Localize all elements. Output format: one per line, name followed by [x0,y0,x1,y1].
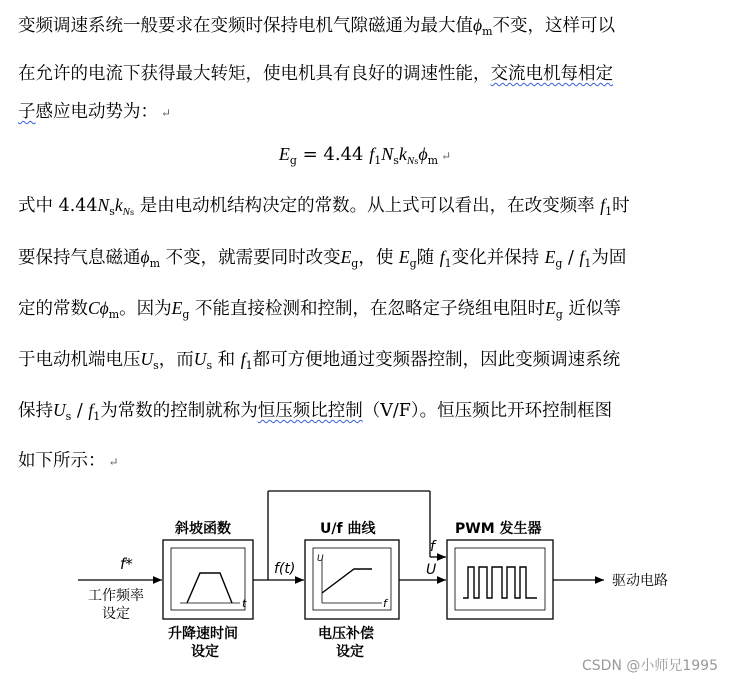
para1-line2 [18,62,613,86]
block1-desc: 设定 [191,644,219,660]
text-run: 定的常数 [18,299,88,319]
block3-title: PWM 发生器 [455,521,542,537]
block2-desc: 设定 [336,644,364,660]
spellcheck-text: 子 [18,102,36,122]
text-run: 。因为 [119,299,172,319]
signal-label: U [426,562,437,578]
input-signal-label: f* [120,555,133,573]
text-run: 于电动机端电压 [18,350,141,370]
para2-line2: 要保持气息磁通$\phi_m$ 不变，就需要同时改变$E_g$，使 $E_g$随 $f_1$变化并保持 $E_g / f_1$为固 [18,247,627,270]
ramp-function-block [163,540,253,619]
text-run: ，而 [158,350,194,370]
input-desc: 设定 [102,606,130,622]
text-run: 不变，就需要同时改变 [165,248,341,268]
para2-line6 [18,449,119,474]
text-run: （V/F）。恒压频比开环控制框图 [362,401,613,421]
block1-title: 斜坡函数 [175,521,231,537]
text-run: 在允许的电流下获得最大转矩，使电机具有良好的调速性能， [18,64,491,84]
output-label: 驱动电路 [612,573,668,589]
text-run: 随 [416,248,435,268]
signal-label: f [430,539,435,555]
text-run: 式中 4.44 [18,196,98,216]
vf-control-block-diagram [0,481,730,681]
para1-line3 [18,100,171,125]
text-run: 感应电动势为： [35,102,158,122]
pwm-generator-block [447,540,553,619]
watermark: CSDN @小师兄1995 [582,658,718,674]
input-desc: 工作频率 [88,588,144,604]
text-run: ，使 [358,248,394,268]
text-run: 要保持气息磁通 [18,248,141,268]
block2-desc: 电压补偿 [318,626,374,642]
para2-line1: 式中 $4.44N_sk_{Ns}$ 是由电动机结构决定的常数。从上式可以看出，在改变频率 $f_1$时 [18,195,630,218]
para2-line4: 于电动机端电压$U_s$，而$U_s$ 和 $f_1$都可方便地通过变频器控制，因此变频调速系统 [18,349,621,372]
block1-desc: 升降速时间 [168,626,238,642]
axis-label: f [383,597,387,610]
text-run: 不变，这样可以 [492,16,615,36]
equation: $E_g = 4.44$ $f_1N_sk_{Ns}\phi_m$ ↵ [278,144,452,167]
text-run: 都可方便地通过变频器控制，因此变频调速系统 [252,350,621,370]
para2-line5: 保持$U_s / f_1$为常数的控制就称为恒压频比控制（V/F）。恒压频比开环控制框图 [18,400,613,423]
text-run: 和 [217,350,236,370]
text-run: 不能直接检测和控制，在忽略定子绕组电阻时 [195,299,545,319]
para2-line3: 定的常数$C\phi_m$。因为$E_g$ 不能直接检测和控制，在忽略定子绕组电阻时$E_g$ 近似等 [18,298,621,321]
text-run: 是由电动机结构决定的常数。从上式可以看出，在改变频率 [139,196,595,216]
axis-label: U [317,554,324,564]
spellcheck-text: 恒压频比控制 [257,401,363,421]
text-run: 保持 [18,401,53,421]
block2-title: U/f 曲线 [320,521,376,537]
para1-line1: 变频调速系统一般要求在变频时保持电机气隙磁通为最大值$\phi_m$不变，这样可以 [18,15,615,38]
spellcheck-text: 交流电机每相定 [490,64,613,84]
text-run: 变化并保持 [451,248,540,268]
text-run: 为常数的控制就称为 [100,401,258,421]
text-run: 近似等 [568,299,621,319]
text-run: 为固 [591,248,627,268]
text-run: 变频调速系统一般要求在变频时保持电机气隙磁通为最大值 [18,16,473,36]
axis-label: t [242,597,247,610]
text-run: 如下所示： [18,451,106,471]
signal-label: f(t) [274,561,296,577]
return-mark: ↵ [108,455,119,469]
text-run: 时 [612,196,630,216]
return-mark: ↵ [161,106,172,120]
